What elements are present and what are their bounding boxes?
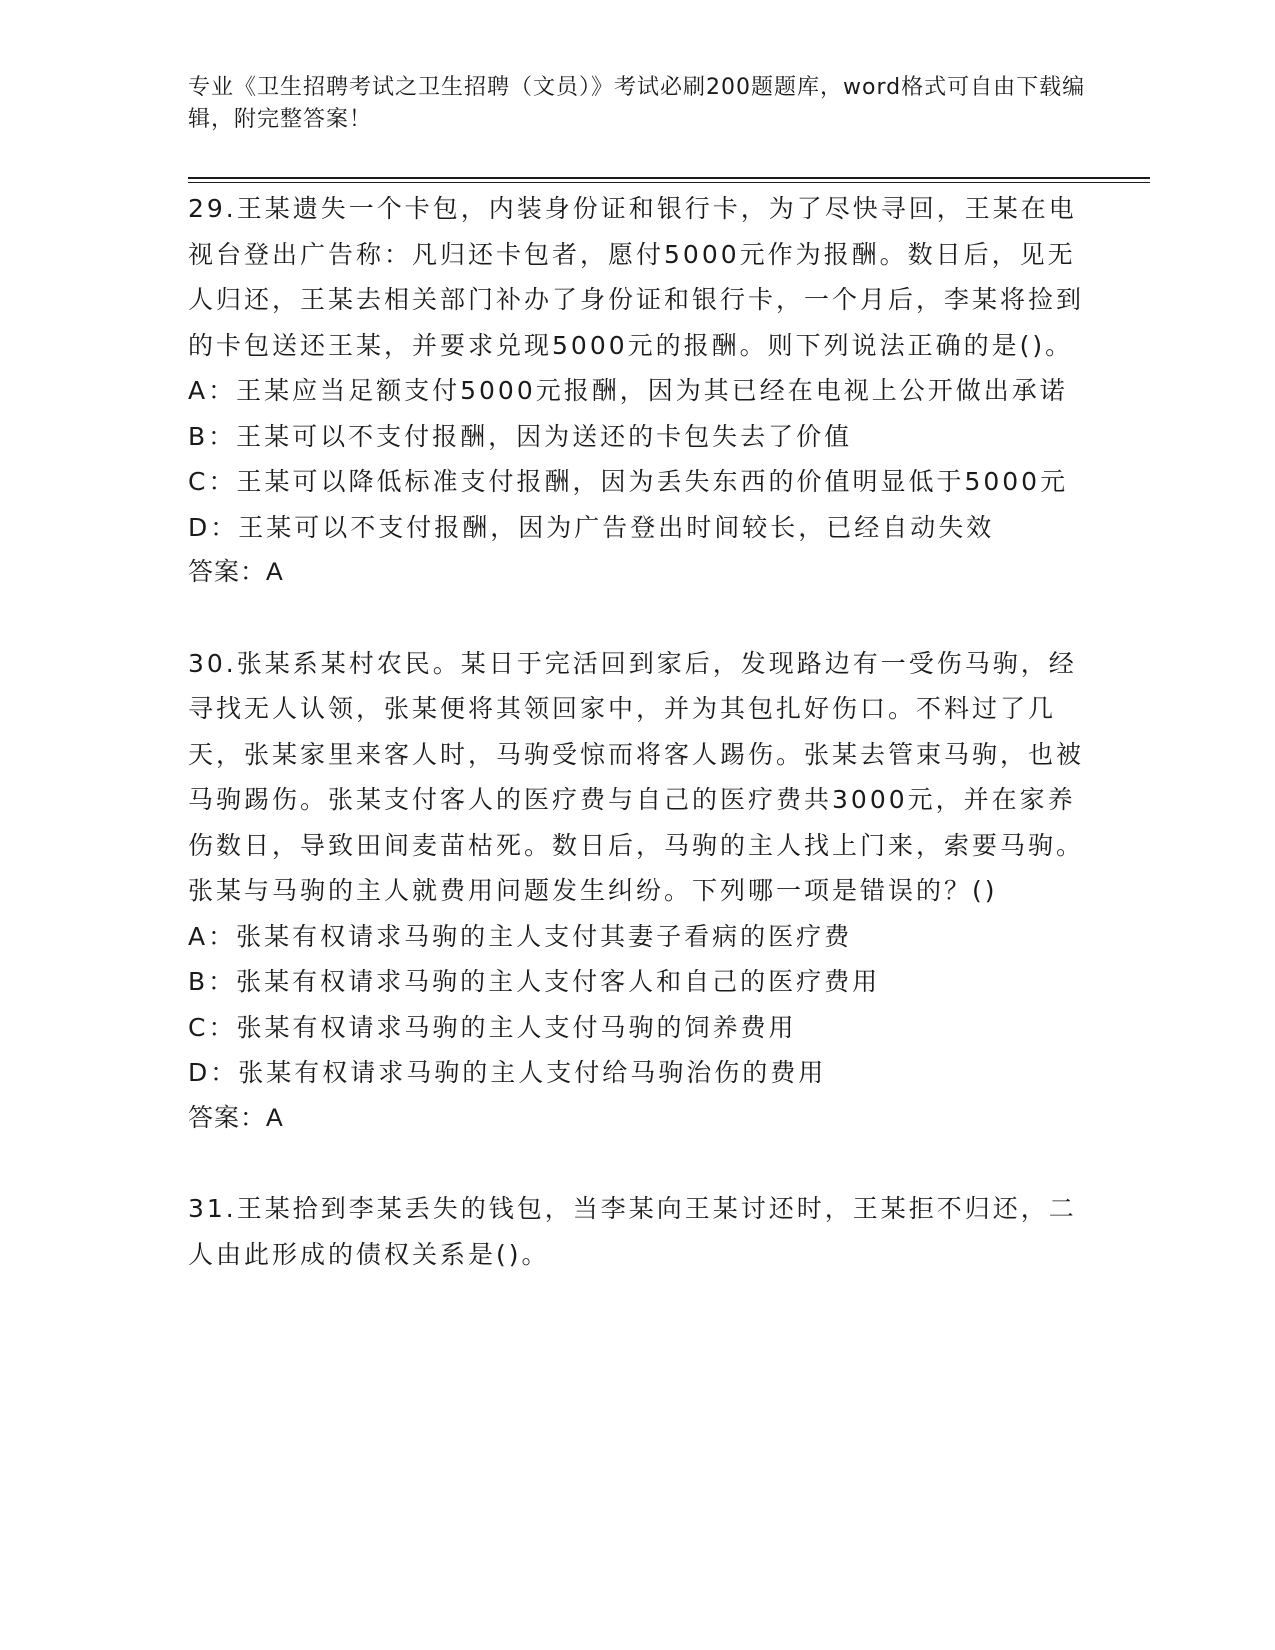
answer-label: 答案：A [188, 1103, 284, 1132]
option-d: D：王某可以不支付报酬，因为广告登出时间较长，已经自动失效 [188, 512, 995, 542]
question-spacer [188, 596, 1088, 641]
option-c: C：张某有权请求马驹的主人支付马驹的饲养费用 [188, 1012, 797, 1042]
question-spacer [188, 1141, 1088, 1186]
option-a: A：张某有权请求马驹的主人支付其妻子看病的医疗费 [188, 921, 853, 951]
answer-label: 答案：A [188, 558, 284, 586]
option-b: B：王某可以不支付报酬，因为送还的卡包失去了价值 [188, 421, 853, 451]
question-list [188, 186, 1088, 1277]
question-stem: 29.王某遗失一个卡包，内装身份证和银行卡，为了尽快寻回，王某在电视台登出广告称：凡归还卡包者，愿付5000元作为报酬。数日后，见无人归还，王某去相关部门补办了身份证和银行卡，一个月后，李某将捡到的卡包送还王某，并要求兑现5000元的报酬。则下列说法正确的是()。 [188, 194, 1085, 360]
header-divider [188, 177, 1150, 179]
question-stem: 30.张某系某村农民。某日于完活回到家后，发现路边有一受伤马驹，经寻找无人认领，张某便将其领回家中，并为其包扎好伤口。不料过了几天，张某家里来客人时，马驹受惊而将客人踢伤。张某去管束马驹，也被马驹踢伤。张某支付客人的医疗费与自己的医疗费共3000元，并在家养伤数日，导致田间麦苗枯死。数日后，马驹的主人找上门来，索要马驹。张某与马驹的主人就费用问题发生纠纷。下列哪一项是错误的？() [188, 648, 1085, 905]
question-stem: 31.王某拾到李某丢失的钱包，当李某向王某讨还时，王某拒不归还，二人由此形成的债权关系是()。 [188, 1194, 1077, 1269]
question-30 [188, 641, 1088, 1142]
option-d: D：张某有权请求马驹的主人支付给马驹治伤的费用 [188, 1058, 827, 1087]
option-b: B：张某有权请求马驹的主人支付客人和自己的医疗费用 [188, 967, 881, 996]
question-31 [188, 1186, 1088, 1277]
option-c: C：王某可以降低标准支付报酬，因为丢失东西的价值明显低于5000元 [188, 467, 1069, 496]
option-a: A：王某应当足额支付5000元报酬，因为其已经在电视上公开做出承诺 [188, 376, 1068, 405]
header-divider-thin [188, 182, 1150, 183]
page-header: 专业《卫生招聘考试之卫生招聘（文员）》考试必刷200题题库，word格式可自由下载编辑，附完整答案！ [188, 75, 1086, 132]
question-29 [188, 186, 1088, 596]
